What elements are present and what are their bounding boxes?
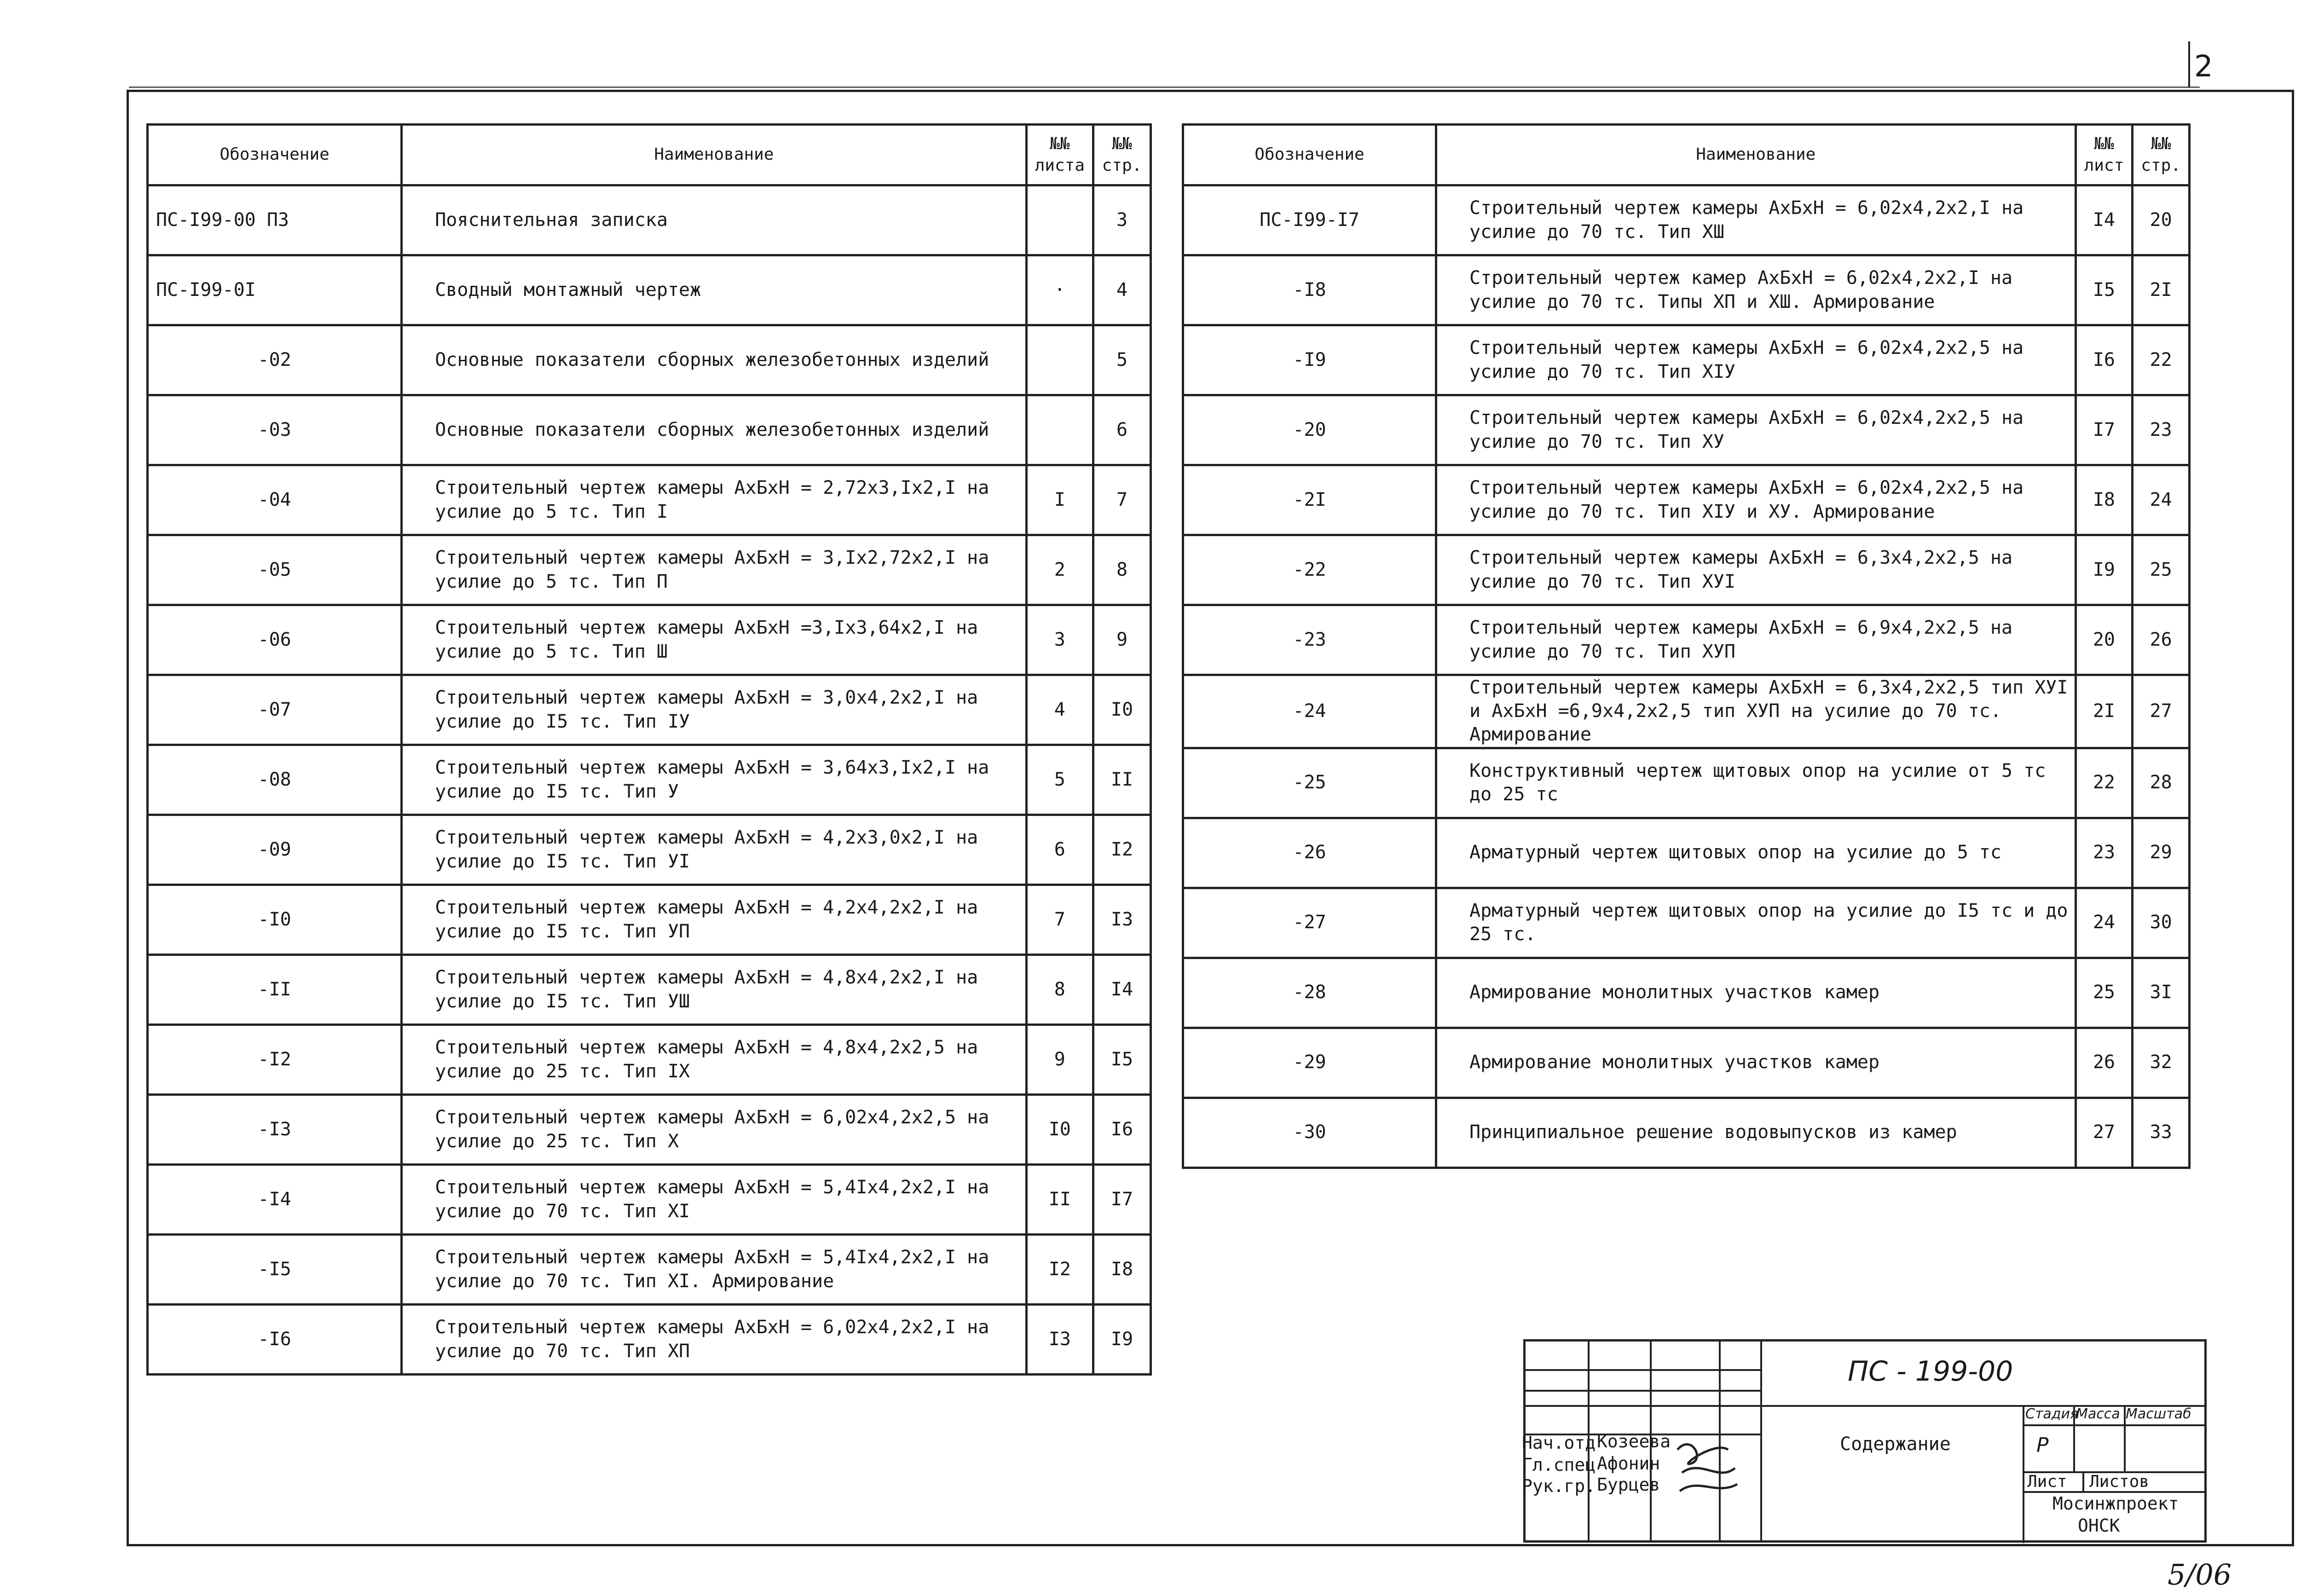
page-mark: 5/06 (2168, 1558, 2232, 1591)
row-name: Принципиальное решение водовыпусков из камер (1436, 1098, 2076, 1168)
row-name: Строительный чертеж камеры АхБхН = 6,3х4,2х2,5 на усилие до 70 тс. Тип ХУI (1436, 535, 2076, 605)
row-code: -25 (1183, 748, 1436, 818)
table-row (1183, 1028, 2190, 1098)
row-name: Строительный чертеж камеры АхБхН = 4,8х4,2х2,I на усилие до I5 тс. Тип УШ (402, 955, 1026, 1025)
table-row (148, 185, 1151, 255)
table-row (148, 255, 1151, 325)
row-sheet: I0 (1026, 1095, 1093, 1165)
row-code: -05 (148, 535, 402, 605)
table-row (1183, 888, 2190, 958)
row-sheet: 2 (1026, 535, 1093, 605)
scale-label: Масштаб (2126, 1406, 2191, 1422)
row-name: Строительный чертеж камеры АхБхН = 6,02х4,2х2,I на усилие до 70 тс. Тип ХШ (1436, 185, 2076, 255)
row-sheet: I9 (2076, 535, 2133, 605)
row-name: Арматурный чертеж щитовых опор на усилие до 5 тс (1436, 818, 2076, 888)
row-page: I8 (1093, 1235, 1151, 1305)
table-row (148, 325, 1151, 395)
header-designation: Обозначение (1183, 125, 1436, 185)
row-code: -I5 (148, 1235, 402, 1305)
row-sheet: 20 (2076, 605, 2133, 675)
row-page: 28 (2133, 748, 2190, 818)
row-page: 25 (2133, 535, 2190, 605)
row-code: -I8 (1183, 255, 1436, 325)
row-sheet: 25 (2076, 958, 2133, 1028)
table-row (1183, 1098, 2190, 1168)
table-row (1183, 465, 2190, 535)
row-code: -03 (148, 395, 402, 465)
row-page: I5 (1093, 1025, 1151, 1095)
table-row (148, 465, 1151, 535)
row-code: -27 (1183, 888, 1436, 958)
row-sheet: 27 (2076, 1098, 2133, 1168)
stage-label: Стадия (2025, 1406, 2079, 1422)
row-name: Строительный чертеж камеры АхБхН = 4,2х3,0х2,I на усилие до I5 тс. Тип УI (402, 815, 1026, 885)
row-code: -I9 (1183, 325, 1436, 395)
header-designation: Обозначение (148, 125, 402, 185)
row-code: -09 (148, 815, 402, 885)
row-page: 29 (2133, 818, 2190, 888)
row-sheet: I (1026, 465, 1093, 535)
row-name: Сводный монтажный чертеж (402, 255, 1026, 325)
table-row (148, 1025, 1151, 1095)
row-sheet: 5 (1026, 745, 1093, 815)
row-sheet: 4 (1026, 675, 1093, 745)
row-page: I2 (1093, 815, 1151, 885)
row-page: 5 (1093, 325, 1151, 395)
row-page: 27 (2133, 675, 2190, 748)
row-sheet: I4 (2076, 185, 2133, 255)
row-page: 7 (1093, 465, 1151, 535)
row-name: Армирование монолитных участков камер (1436, 958, 2076, 1028)
row-name: Строительный чертеж камеры АхБхН = 6,02х4,2х2,5 на усилие до 70 тс. Тип ХIУ и ХУ. Армирование (1436, 465, 2076, 535)
table-row (1183, 605, 2190, 675)
person-1: Афонин (1597, 1453, 1660, 1474)
table-row (148, 675, 1151, 745)
stamp-row-line (1526, 1369, 1760, 1371)
row-sheet: II (1026, 1165, 1093, 1235)
table-row (148, 1165, 1151, 1235)
corner-divider (2188, 41, 2190, 87)
header-sheet: №№ листа (1026, 125, 1093, 185)
row-name: Строительный чертеж камеры АхБхН =3,Iх3,64х2,I на усилие до 5 тс. Тип Ш (402, 605, 1026, 675)
stamp-divider (1760, 1342, 1762, 1540)
person-2: Бурцев (1597, 1475, 1660, 1495)
row-sheet (1026, 185, 1093, 255)
row-name: Строительный чертеж камеры АхБхН = 6,9х4,2х2,5 на усилие до 70 тс. Тип ХУП (1436, 605, 2076, 675)
contents-table-left (146, 123, 1152, 1376)
table-row (148, 955, 1151, 1025)
sheets-label: Листов (2089, 1472, 2150, 1491)
person-0: Козеева (1597, 1431, 1671, 1451)
row-sheet: 22 (2076, 748, 2133, 818)
row-sheet: 23 (2076, 818, 2133, 888)
table-row (148, 605, 1151, 675)
row-code: -02 (148, 325, 402, 395)
row-code: -I2 (148, 1025, 402, 1095)
table-row (148, 1095, 1151, 1165)
doc-code: ПС - 199-00 (1848, 1355, 2013, 1388)
row-sheet: · (1026, 255, 1093, 325)
stamp-row-line (1526, 1390, 1760, 1392)
row-sheet (1026, 325, 1093, 395)
row-code: ПС-I99-00 ПЗ (148, 185, 402, 255)
row-name: Строительный чертеж камеры АхБхН = 4,2х4,2х2,I на усилие до I5 тс. Тип УП (402, 885, 1026, 955)
table-row (1183, 535, 2190, 605)
row-sheet: I5 (2076, 255, 2133, 325)
row-name: Конструктивный чертеж щитовых опор на усилие от 5 тс до 25 тс (1436, 748, 2076, 818)
department: ОНСК (2078, 1515, 2120, 1536)
row-page: I4 (1093, 955, 1151, 1025)
sheet-label: Лист (2027, 1472, 2067, 1491)
contents-table-right (1182, 123, 2191, 1169)
row-code: -20 (1183, 395, 1436, 465)
row-code: ПС-I99-0I (148, 255, 402, 325)
row-sheet: I7 (2076, 395, 2133, 465)
row-name: Основные показатели сборных железобетонных изделий (402, 325, 1026, 395)
table-row (148, 1235, 1151, 1305)
row-code: -22 (1183, 535, 1436, 605)
row-name: Строительный чертеж камеры АхБхН = 6,02х4,2х2,5 на усилие до 70 тс. Тип ХУ (1436, 395, 2076, 465)
row-page: 9 (1093, 605, 1151, 675)
row-sheet: I2 (1026, 1235, 1093, 1305)
row-name: Строительный чертеж камеры АхБхН = 3,0х4,2х2,I на усилие до I5 тс. Тип IУ (402, 675, 1026, 745)
row-code: -I6 (148, 1305, 402, 1375)
table-row (1183, 675, 2190, 748)
row-code: -24 (1183, 675, 1436, 748)
row-code: -08 (148, 745, 402, 815)
row-name: Армирование монолитных участков камер (1436, 1028, 2076, 1098)
stage-value: Р (2036, 1434, 2049, 1457)
row-name: Строительный чертеж камеры АхБхН = 6,02х4,2х2,5 на усилие до 25 тс. Тип Х (402, 1095, 1026, 1165)
title-block (1523, 1339, 2207, 1543)
row-code: ПС-I99-I7 (1183, 185, 1436, 255)
header-page: №№ стр. (2133, 125, 2190, 185)
row-page: 2I (2133, 255, 2190, 325)
row-name: Арматурный чертеж щитовых опор на усилие до I5 тс и до 25 тс. (1436, 888, 2076, 958)
row-page: 4 (1093, 255, 1151, 325)
row-sheet (1026, 395, 1093, 465)
table-row (1183, 395, 2190, 465)
header-sheet: №№ лист (2076, 125, 2133, 185)
row-sheet: 24 (2076, 888, 2133, 958)
row-name: Строительный чертеж камеры АхБхН = 5,4Iх4,2х2,I на усилие до 70 тс. Тип ХI (402, 1165, 1026, 1235)
row-page: 3 (1093, 185, 1151, 255)
row-sheet: 3 (1026, 605, 1093, 675)
organization: Мосинжпроект (2052, 1493, 2179, 1514)
table-row (1183, 958, 2190, 1028)
row-page: 30 (2133, 888, 2190, 958)
row-page: 3I (2133, 958, 2190, 1028)
row-page: 6 (1093, 395, 1151, 465)
row-page: 8 (1093, 535, 1151, 605)
row-code: -I4 (148, 1165, 402, 1235)
row-page: I0 (1093, 675, 1151, 745)
row-name: Строительный чертеж камеры АхБхН = 6,3х4,2х2,5 тип ХУI и АхБхН =6,9х4,2х2,5 тип ХУП на усилие до 70 тс. Армирование (1436, 675, 2076, 748)
role-1: Гл.спец (1522, 1455, 1596, 1475)
row-code: -29 (1183, 1028, 1436, 1098)
role-0: Нач.отд (1522, 1433, 1596, 1453)
table-row (148, 745, 1151, 815)
stamp-row-line (2023, 1491, 2207, 1493)
row-code: -II (148, 955, 402, 1025)
row-sheet: I8 (2076, 465, 2133, 535)
header-page: №№ стр. (1093, 125, 1151, 185)
row-code: -I3 (148, 1095, 402, 1165)
row-sheet: 2I (2076, 675, 2133, 748)
row-name: Строительный чертеж камеры АхБхН = 2,72х3,Iх2,I на усилие до 5 тс. Тип I (402, 465, 1026, 535)
row-code: -30 (1183, 1098, 1436, 1168)
row-name: Пояснительная записка (402, 185, 1026, 255)
table-row (148, 885, 1151, 955)
row-page: II (1093, 745, 1151, 815)
row-code: -04 (148, 465, 402, 535)
row-name: Строительный чертеж камеры АхБхН = 4,8х4,2х2,5 на усилие до 25 тс. Тип IХ (402, 1025, 1026, 1095)
role-2: Рук.гр. (1522, 1476, 1596, 1496)
sheet-number: 2 (2194, 50, 2213, 84)
table-header-row (1183, 125, 2190, 185)
table-row (148, 1305, 1151, 1375)
header-name: Наименование (402, 125, 1026, 185)
row-sheet: 7 (1026, 885, 1093, 955)
header-name: Наименование (1436, 125, 2076, 185)
row-code: -23 (1183, 605, 1436, 675)
row-code: -I0 (148, 885, 402, 955)
row-name: Основные показатели сборных железобетонных изделий (402, 395, 1026, 465)
row-name: Строительный чертеж камеры АхБхН = 6,02х4,2х2,I на усилие до 70 тс. Тип ХП (402, 1305, 1026, 1375)
stamp-title: Содержание (1840, 1434, 1951, 1455)
table-row (1183, 325, 2190, 395)
table-row (1183, 255, 2190, 325)
row-page: 26 (2133, 605, 2190, 675)
stamp-row-line (2023, 1424, 2207, 1426)
table-row (1183, 748, 2190, 818)
row-name: Строительный чертеж камеры АхБхН = 3,64х3,Iх2,I на усилие до I5 тс. Тип У (402, 745, 1026, 815)
row-page: 24 (2133, 465, 2190, 535)
stamp-divider (2082, 1471, 2084, 1491)
row-page: 32 (2133, 1028, 2190, 1098)
row-code: -06 (148, 605, 402, 675)
row-sheet: 26 (2076, 1028, 2133, 1098)
row-name: Строительный чертеж камеры АхБхН = 5,4Iх4,2х2,I на усилие до 70 тс. Тип ХI. Армирование (402, 1235, 1026, 1305)
table-row (148, 395, 1151, 465)
row-sheet: 6 (1026, 815, 1093, 885)
row-sheet: 9 (1026, 1025, 1093, 1095)
row-name: Строительный чертеж камеры АхБхН = 3,Iх2,72х2,I на усилие до 5 тс. Тип П (402, 535, 1026, 605)
table-header-row (148, 125, 1151, 185)
row-sheet: I3 (1026, 1305, 1093, 1375)
row-name: Строительный чертеж камер АхБхН = 6,02х4,2х2,I на усилие до 70 тс. Типы ХП и ХШ. Армирование (1436, 255, 2076, 325)
row-page: I9 (1093, 1305, 1151, 1375)
row-sheet: 8 (1026, 955, 1093, 1025)
row-page: 33 (2133, 1098, 2190, 1168)
row-code: -28 (1183, 958, 1436, 1028)
row-page: 22 (2133, 325, 2190, 395)
frame-top-edge (129, 87, 2200, 88)
row-page: 23 (2133, 395, 2190, 465)
row-page: 20 (2133, 185, 2190, 255)
row-page: I6 (1093, 1095, 1151, 1165)
table-row (1183, 185, 2190, 255)
row-page: I3 (1093, 885, 1151, 955)
mass-label: Масса (2076, 1406, 2120, 1422)
row-page: I7 (1093, 1165, 1151, 1235)
row-code: -07 (148, 675, 402, 745)
table-row (148, 815, 1151, 885)
row-name: Строительный чертеж камеры АхБхН = 6,02х4,2х2,5 на усилие до 70 тс. Тип ХIУ (1436, 325, 2076, 395)
row-sheet: I6 (2076, 325, 2133, 395)
table-row (1183, 818, 2190, 888)
row-code: -26 (1183, 818, 1436, 888)
table-row (148, 535, 1151, 605)
row-code: -2I (1183, 465, 1436, 535)
signature-scribble (1673, 1431, 1742, 1500)
